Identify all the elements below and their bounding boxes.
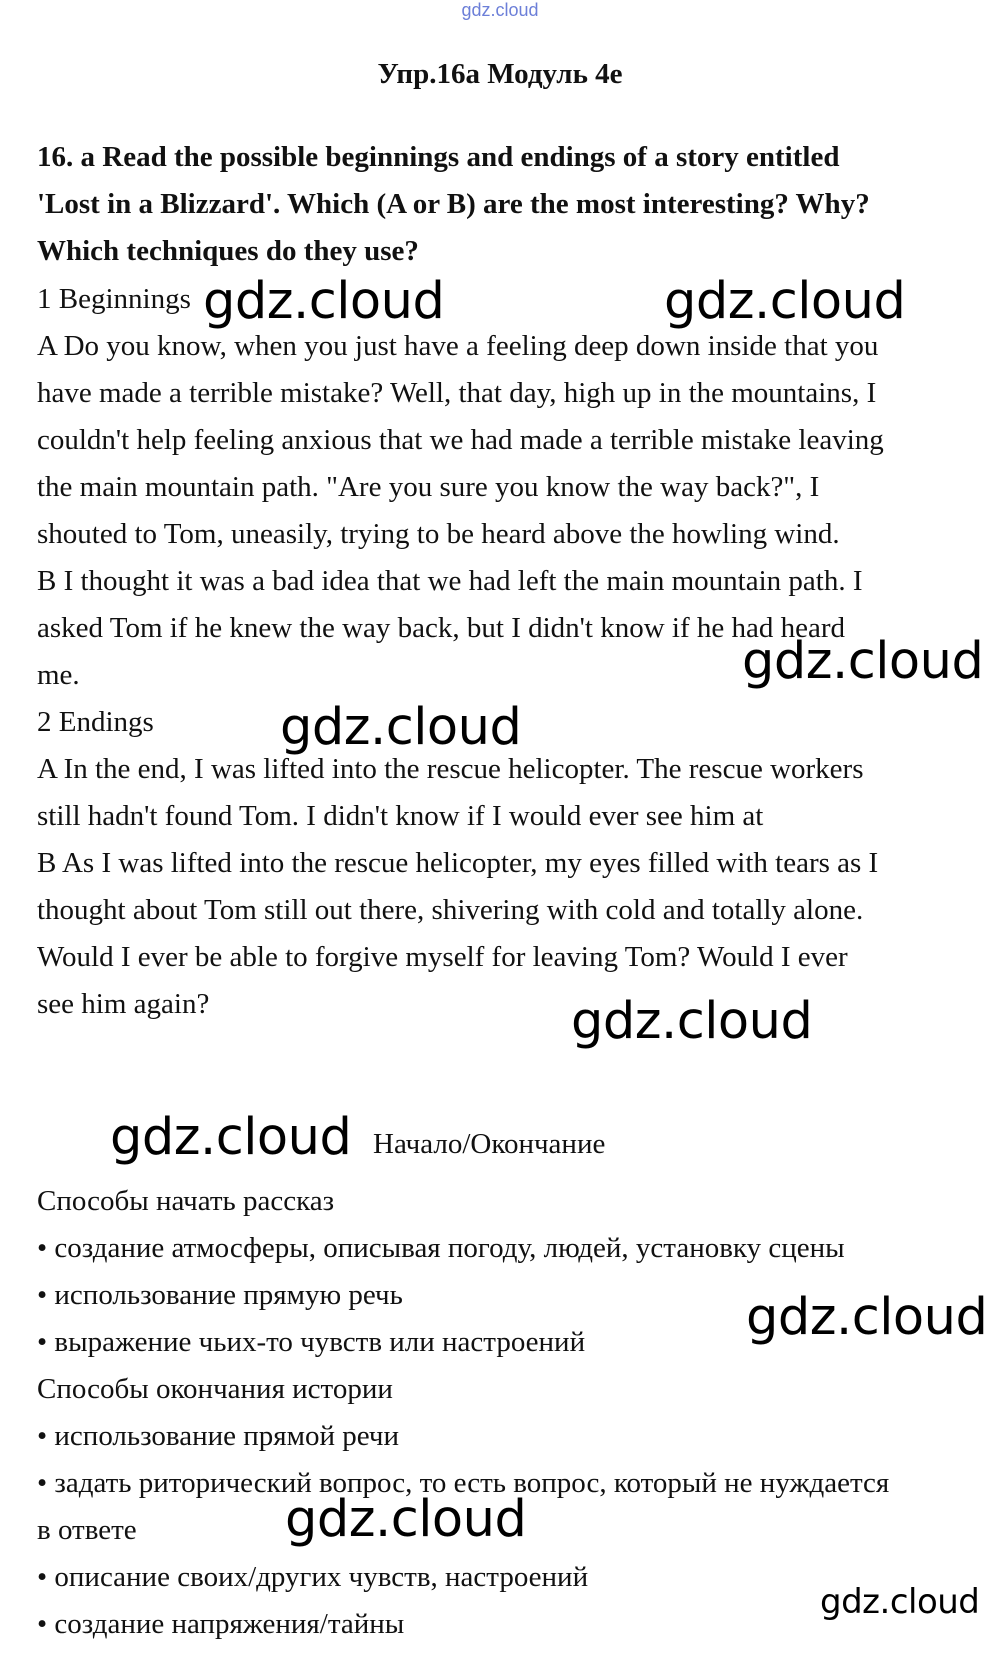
story-line: 1 Beginnings [37,283,191,315]
watermark: gdz.cloud [203,272,445,331]
watermark: gdz.cloud [571,992,813,1051]
watermark: gdz.cloud [742,632,984,691]
watermark: gdz.cloud [820,1582,980,1622]
ru-line: в ответе [37,1514,137,1546]
story-line: A Do you know, when you just have a feeling deep down inside that you [37,330,879,362]
ru-line: • создание атмосферы, описывая погоду, людей, установку сцены [37,1232,845,1264]
ru-line: • задать риторический вопрос, то есть вопрос, который не нуждается [37,1467,890,1499]
story-line: thought about Tom still out there, shivering with cold and totally alone. [37,894,864,926]
task-line: 'Lost in a Blizzard'. Which (A or B) are the most interesting? Why? [37,188,870,220]
watermark: gdz.cloud [664,272,906,331]
story-line: B I thought it was a bad idea that we had left the main mountain path. I [37,565,863,597]
ru-translation [37,1178,980,1648]
ru-line: Способы начать рассказ [37,1185,335,1217]
ru-line: • использование прямую речь [37,1279,403,1311]
ru-line: • использование прямой речи [37,1420,399,1452]
watermark: gdz.cloud [285,1490,527,1549]
story-line: Would I ever be able to forgive myself for leaving Tom? Would I ever [37,941,848,973]
story-line: 2 Endings [37,706,154,738]
story-line: couldn't help feeling anxious that we had made a terrible mistake leaving [37,424,884,456]
watermark: gdz.cloud [746,1288,988,1347]
top-watermark: gdz.cloud [461,0,539,20]
ru-line: • создание напряжения/тайны [37,1608,405,1640]
ru-line: • описание своих/других чувств, настроений [37,1561,589,1593]
story-line: the main mountain path. "Are you sure you know the way back?", I [37,471,820,503]
story-line: B As I was lifted into the rescue helicopter, my eyes filled with tears as I [37,847,879,879]
ru-line: Способы окончания истории [37,1373,393,1405]
watermark: gdz.cloud [110,1108,352,1167]
story-line: asked Tom if he knew the way back, but I didn't know if he had heard [37,612,845,644]
story-line: shouted to Tom, uneasily, trying to be heard above the howling wind. [37,518,840,550]
task-line: 16. a Read the possible beginnings and endings of a story entitled [37,141,840,173]
story-line: have made a terrible mistake? Well, that day, high up in the mountains, I [37,377,877,409]
page-title: Упр.16а Модуль 4е [377,58,623,90]
story-line: still hadn't found Tom. I didn't know if I would ever see him at [37,800,764,832]
ru-heading: Начало/Окончание [373,1128,606,1160]
task-instructions [37,134,977,275]
task-line: Which techniques do they use? [37,235,419,267]
story-line: see him again? [37,988,210,1020]
story-line: me. [37,659,80,691]
story-line: A In the end, I was lifted into the rescue helicopter. The rescue workers [37,753,864,785]
ru-line: • выражение чьих-то чувств или настроений [37,1326,586,1358]
watermark: gdz.cloud [280,698,522,757]
